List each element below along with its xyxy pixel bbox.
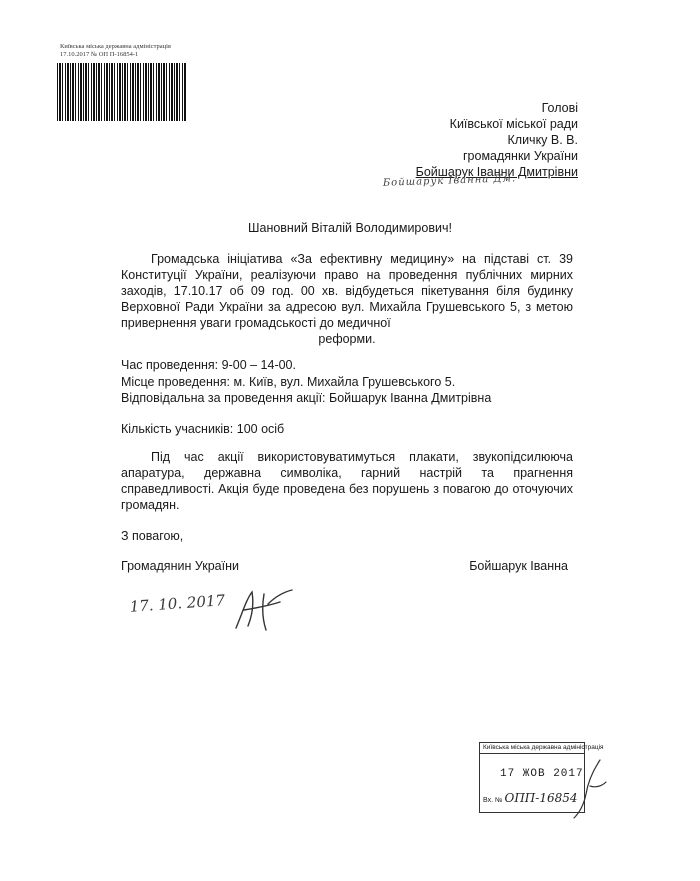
incoming-stamp-date: 17 ЖОВ 2017 [500, 768, 584, 780]
incoming-stamp-number-label: Вх. № [483, 797, 503, 804]
incoming-stamp-number-value: ОПП-16854 [504, 791, 578, 805]
registration-stamp-number: 17.10.2017 № ОП П-16854-1 [60, 51, 139, 58]
registration-stamp-org: Київська міська державна адміністрація [60, 43, 171, 50]
event-responsible: Відповідальна за проведення акції: Бойшарук Іванна Дмитрівна [121, 391, 492, 405]
closing-signer: Бойшарук Іванна [469, 559, 568, 573]
incoming-stamp-number [483, 791, 578, 805]
stamp-initials-icon [570, 756, 610, 822]
closing-citizen: Громадянин України [121, 559, 239, 573]
handwritten-date: 17. 10. 2017 [129, 591, 226, 616]
addressee-line-3: Кличку В. В. [507, 133, 578, 147]
addressee-line-1: Голові [541, 101, 578, 115]
event-place: Місце проведення: м. Київ, вул. Михайла Грушевського 5. [121, 375, 456, 389]
handwritten-name: Бойшарук Іванна Дм. [382, 173, 517, 189]
registration-stamp [60, 43, 180, 59]
paragraph-2 [121, 449, 573, 513]
event-participants: Кількість учасників: 100 осіб [121, 422, 285, 436]
event-time: Час проведення: 9-00 – 14-00. [121, 358, 296, 372]
paragraph-1-last-line: реформи. [318, 332, 376, 346]
closing-regards: З повагою, [121, 529, 184, 543]
addressee-block [416, 100, 578, 180]
addressee-line-5: Бойшарук Іванни Дмитрівни [415, 165, 578, 179]
paragraph-1 [121, 251, 573, 347]
signature-icon [228, 586, 298, 632]
paragraph-2-body: Під час акції використовуватимуться плакати, звукопідсилююча апаратура, державна символіка, гарний настрій та прагнення справедливості. Акція буде проведена без порушень з повагою до оточуючих громадян. [121, 450, 573, 512]
salutation: Шановний Віталій Володимирович! [248, 221, 452, 235]
incoming-stamp-org: Київська міська державна адміністрація [480, 743, 584, 754]
barcode-icon [57, 63, 187, 121]
addressee-line-2: Київської міської ради [449, 117, 578, 131]
addressee-line-4: громадянки України [462, 149, 578, 163]
paragraph-1-body: Громадська ініціатива «За ефективну медицину» на підставі ст. 39 Конституції України, реалізуючи право на проведення публічних мирних заходів, 17.10.17 об 09 год. 00 хв. відбудеться пікетування біля будинку Верховної Ради України за адресою вул. Михайла Грушевського 5, з метою привернення уваги громадськості до медичної [121, 252, 573, 330]
